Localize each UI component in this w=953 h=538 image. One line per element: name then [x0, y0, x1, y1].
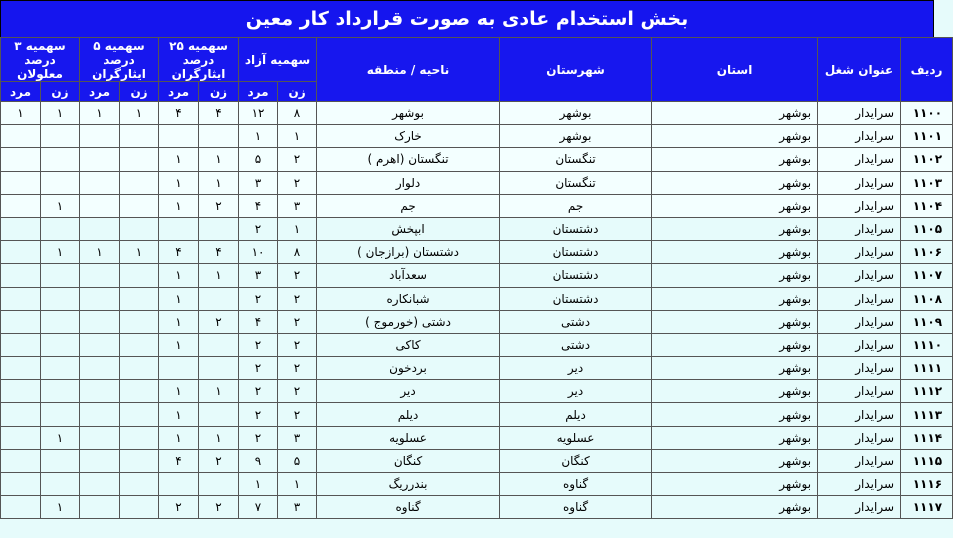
cell-malul3-male — [1, 426, 41, 449]
cell-malul3-male — [1, 171, 41, 194]
cell-isar5-male — [80, 403, 120, 426]
cell-malul3-male — [1, 194, 41, 217]
cell-malul3-male — [1, 380, 41, 403]
cell-malul3-female — [41, 148, 80, 171]
cell-province: بوشهر — [652, 102, 818, 125]
cell-free-male: ۱۲ — [239, 102, 278, 125]
cell-malul3-female — [41, 171, 80, 194]
cell-district: سعدآباد — [317, 264, 500, 287]
cell-radif: ۱۱۰۱ — [901, 125, 953, 148]
cell-county: دشتی — [500, 310, 652, 333]
cell-isar25-female: ۴ — [199, 102, 239, 125]
table-row — [1, 241, 953, 264]
cell-free-female: ۱ — [278, 473, 317, 496]
cell-job-title: سرایدار — [818, 403, 901, 426]
cell-county: عسلویه — [500, 426, 652, 449]
cell-isar25-female — [199, 125, 239, 148]
cell-district: بندرریگ — [317, 473, 500, 496]
cell-isar5-female — [120, 403, 159, 426]
cell-isar5-male — [80, 426, 120, 449]
cell-isar5-female — [120, 217, 159, 240]
cell-isar5-female — [120, 310, 159, 333]
table-row — [1, 287, 953, 310]
cell-isar5-male — [80, 194, 120, 217]
cell-job-title: سرایدار — [818, 148, 901, 171]
cell-county: گناوه — [500, 496, 652, 519]
cell-radif: ۱۱۰۰ — [901, 102, 953, 125]
cell-free-male: ۱۰ — [239, 241, 278, 264]
cell-isar5-female — [120, 380, 159, 403]
cell-free-female: ۲ — [278, 264, 317, 287]
cell-free-male: ۴ — [239, 194, 278, 217]
cell-isar25-female: ۲ — [199, 310, 239, 333]
cell-free-female: ۲ — [278, 403, 317, 426]
cell-malul3-female — [41, 449, 80, 472]
table-row — [1, 357, 953, 380]
cell-province: بوشهر — [652, 217, 818, 240]
header-isar5-quota: سهمیه ۵ درصد ایثارگران — [80, 38, 159, 82]
cell-free-female: ۲ — [278, 310, 317, 333]
cell-radif: ۱۱۱۷ — [901, 496, 953, 519]
cell-isar5-female — [120, 333, 159, 356]
cell-isar5-male — [80, 357, 120, 380]
header-male: مرد — [239, 82, 278, 102]
cell-district: کاکی — [317, 333, 500, 356]
cell-malul3-female — [41, 217, 80, 240]
cell-isar25-female: ۱ — [199, 264, 239, 287]
cell-isar25-male — [159, 217, 199, 240]
cell-radif: ۱۱۰۵ — [901, 217, 953, 240]
cell-job-title: سرایدار — [818, 426, 901, 449]
table-row — [1, 194, 953, 217]
cell-province: بوشهر — [652, 194, 818, 217]
cell-isar25-male: ۱ — [159, 310, 199, 333]
cell-district: تنگستان (اهرم ) — [317, 148, 500, 171]
cell-malul3-male — [1, 264, 41, 287]
cell-district: کنگان — [317, 449, 500, 472]
cell-free-female: ۳ — [278, 426, 317, 449]
cell-radif: ۱۱۰۴ — [901, 194, 953, 217]
cell-district: گناوه — [317, 496, 500, 519]
cell-district: دشتستان (برازجان ) — [317, 241, 500, 264]
cell-isar5-female — [120, 357, 159, 380]
header-province: استان — [652, 38, 818, 102]
cell-job-title: سرایدار — [818, 125, 901, 148]
cell-radif: ۱۱۰۸ — [901, 287, 953, 310]
table-row — [1, 217, 953, 240]
cell-province: بوشهر — [652, 148, 818, 171]
cell-county: بوشهر — [500, 125, 652, 148]
cell-malul3-female: ۱ — [41, 102, 80, 125]
header-female: زن — [278, 82, 317, 102]
cell-isar5-male — [80, 264, 120, 287]
cell-job-title: سرایدار — [818, 194, 901, 217]
cell-free-male: ۵ — [239, 148, 278, 171]
cell-district: دیر — [317, 380, 500, 403]
cell-radif: ۱۱۰۹ — [901, 310, 953, 333]
cell-radif: ۱۱۱۴ — [901, 426, 953, 449]
cell-isar25-male: ۱ — [159, 264, 199, 287]
cell-free-male: ۹ — [239, 449, 278, 472]
header-district: ناحیه / منطقه — [317, 38, 500, 102]
cell-province: بوشهر — [652, 241, 818, 264]
cell-isar5-female — [120, 449, 159, 472]
cell-malul3-male — [1, 473, 41, 496]
cell-province: بوشهر — [652, 287, 818, 310]
cell-isar25-male: ۲ — [159, 496, 199, 519]
cell-free-male: ۲ — [239, 426, 278, 449]
table-row — [1, 426, 953, 449]
cell-job-title: سرایدار — [818, 473, 901, 496]
cell-isar5-male — [80, 148, 120, 171]
cell-county: دشتستان — [500, 241, 652, 264]
cell-isar25-male: ۱ — [159, 171, 199, 194]
header-male: مرد — [159, 82, 199, 102]
cell-job-title: سرایدار — [818, 171, 901, 194]
cell-county: دشتستان — [500, 287, 652, 310]
cell-county: تنگستان — [500, 171, 652, 194]
cell-radif: ۱۱۱۱ — [901, 357, 953, 380]
header-male: مرد — [80, 82, 120, 102]
cell-isar25-male: ۱ — [159, 333, 199, 356]
cell-isar25-female: ۱ — [199, 426, 239, 449]
cell-province: بوشهر — [652, 496, 818, 519]
cell-malul3-male — [1, 241, 41, 264]
header-female: زن — [199, 82, 239, 102]
cell-district: جم — [317, 194, 500, 217]
cell-free-female: ۲ — [278, 380, 317, 403]
cell-job-title: سرایدار — [818, 310, 901, 333]
cell-district: شبانکاره — [317, 287, 500, 310]
cell-province: بوشهر — [652, 380, 818, 403]
cell-county: دشتستان — [500, 217, 652, 240]
cell-isar5-male: ۱ — [80, 241, 120, 264]
cell-district: بردخون — [317, 357, 500, 380]
header-radif: ردیف — [901, 38, 953, 102]
cell-isar25-male: ۱ — [159, 403, 199, 426]
table-row — [1, 333, 953, 356]
cell-free-male: ۲ — [239, 357, 278, 380]
cell-job-title: سرایدار — [818, 217, 901, 240]
cell-malul3-male — [1, 333, 41, 356]
cell-isar5-male — [80, 217, 120, 240]
cell-malul3-male — [1, 287, 41, 310]
cell-free-male: ۲ — [239, 403, 278, 426]
cell-isar5-female — [120, 264, 159, 287]
cell-free-female: ۲ — [278, 171, 317, 194]
cell-isar25-female — [199, 217, 239, 240]
cell-isar5-male — [80, 449, 120, 472]
cell-isar5-male — [80, 171, 120, 194]
cell-malul3-male — [1, 403, 41, 426]
cell-isar25-female: ۱ — [199, 380, 239, 403]
cell-isar5-female — [120, 426, 159, 449]
cell-county: دیلم — [500, 403, 652, 426]
cell-isar25-male: ۴ — [159, 241, 199, 264]
cell-isar25-male — [159, 125, 199, 148]
table-row — [1, 403, 953, 426]
cell-isar5-male — [80, 125, 120, 148]
cell-malul3-female: ۱ — [41, 241, 80, 264]
cell-isar25-male: ۱ — [159, 380, 199, 403]
cell-district: عسلویه — [317, 426, 500, 449]
cell-isar5-male — [80, 287, 120, 310]
cell-malul3-female — [41, 333, 80, 356]
cell-isar25-female — [199, 473, 239, 496]
cell-malul3-male — [1, 449, 41, 472]
cell-isar25-male — [159, 473, 199, 496]
cell-free-male: ۲ — [239, 217, 278, 240]
cell-isar5-female: ۱ — [120, 102, 159, 125]
cell-isar25-female: ۱ — [199, 171, 239, 194]
cell-malul3-female — [41, 380, 80, 403]
cell-free-female: ۱ — [278, 125, 317, 148]
cell-free-male: ۳ — [239, 264, 278, 287]
cell-county: تنگستان — [500, 148, 652, 171]
cell-isar25-male: ۱ — [159, 426, 199, 449]
cell-malul3-female — [41, 357, 80, 380]
cell-free-male: ۲ — [239, 380, 278, 403]
cell-free-female: ۸ — [278, 102, 317, 125]
cell-malul3-female: ۱ — [41, 496, 80, 519]
cell-province: بوشهر — [652, 171, 818, 194]
table-row — [1, 148, 953, 171]
cell-isar5-male — [80, 473, 120, 496]
cell-isar25-male: ۱ — [159, 148, 199, 171]
cell-district: خارک — [317, 125, 500, 148]
cell-free-female: ۳ — [278, 496, 317, 519]
table-body — [1, 102, 953, 519]
cell-radif: ۱۱۰۲ — [901, 148, 953, 171]
header-job-title: عنوان شغل — [818, 38, 901, 102]
cell-isar5-female: ۱ — [120, 241, 159, 264]
cell-province: بوشهر — [652, 473, 818, 496]
table-row — [1, 496, 953, 519]
cell-job-title: سرایدار — [818, 380, 901, 403]
cell-malul3-female: ۱ — [41, 426, 80, 449]
cell-county: بوشهر — [500, 102, 652, 125]
cell-isar25-male: ۱ — [159, 287, 199, 310]
cell-isar25-male: ۱ — [159, 194, 199, 217]
cell-radif: ۱۱۰۶ — [901, 241, 953, 264]
cell-district: دشتی (خورموج ) — [317, 310, 500, 333]
cell-radif: ۱۱۰۷ — [901, 264, 953, 287]
cell-malul3-female — [41, 264, 80, 287]
cell-isar5-female — [120, 496, 159, 519]
cell-malul3-female: ۱ — [41, 194, 80, 217]
cell-isar25-female: ۲ — [199, 194, 239, 217]
cell-county: کنگان — [500, 449, 652, 472]
cell-isar5-male — [80, 310, 120, 333]
cell-district: دیلم — [317, 403, 500, 426]
cell-malul3-male — [1, 310, 41, 333]
cell-free-female: ۵ — [278, 449, 317, 472]
cell-free-male: ۷ — [239, 496, 278, 519]
cell-county: جم — [500, 194, 652, 217]
header-female: زن — [41, 82, 80, 102]
cell-free-female: ۲ — [278, 148, 317, 171]
header-county: شهرستان — [500, 38, 652, 102]
cell-province: بوشهر — [652, 333, 818, 356]
cell-province: بوشهر — [652, 310, 818, 333]
cell-isar25-female — [199, 333, 239, 356]
cell-district: بوشهر — [317, 102, 500, 125]
cell-free-male: ۲ — [239, 287, 278, 310]
cell-isar25-male: ۴ — [159, 449, 199, 472]
cell-isar25-male: ۴ — [159, 102, 199, 125]
cell-province: بوشهر — [652, 264, 818, 287]
cell-free-male: ۳ — [239, 171, 278, 194]
cell-job-title: سرایدار — [818, 287, 901, 310]
cell-isar25-female: ۲ — [199, 496, 239, 519]
cell-malul3-female — [41, 287, 80, 310]
cell-free-male: ۱ — [239, 125, 278, 148]
cell-job-title: سرایدار — [818, 496, 901, 519]
cell-job-title: سرایدار — [818, 333, 901, 356]
cell-radif: ۱۱۰۳ — [901, 171, 953, 194]
header-malul3-quota: سهمیه ۳ درصد معلولان — [1, 38, 80, 82]
cell-province: بوشهر — [652, 426, 818, 449]
cell-free-male: ۱ — [239, 473, 278, 496]
cell-isar25-female: ۴ — [199, 241, 239, 264]
cell-isar5-female — [120, 194, 159, 217]
cell-isar5-male — [80, 380, 120, 403]
cell-free-male: ۲ — [239, 333, 278, 356]
cell-isar25-male — [159, 357, 199, 380]
cell-free-female: ۲ — [278, 287, 317, 310]
page-title: بخش استخدام عادی به صورت قرارداد کار معین — [0, 0, 934, 38]
header-isar25-quota: سهمیه ۲۵ درصد ایثارگران — [159, 38, 239, 82]
cell-job-title: سرایدار — [818, 449, 901, 472]
cell-job-title: سرایدار — [818, 102, 901, 125]
cell-free-male: ۴ — [239, 310, 278, 333]
cell-isar25-female: ۱ — [199, 148, 239, 171]
cell-county: دشتی — [500, 333, 652, 356]
cell-radif: ۱۱۱۰ — [901, 333, 953, 356]
cell-free-female: ۱ — [278, 217, 317, 240]
cell-county: دیر — [500, 380, 652, 403]
header-free-quota: سهمیه آزاد — [239, 38, 317, 82]
cell-county: دشتستان — [500, 264, 652, 287]
cell-isar25-female: ۲ — [199, 449, 239, 472]
cell-isar5-female — [120, 287, 159, 310]
cell-isar5-female — [120, 125, 159, 148]
cell-isar5-female — [120, 148, 159, 171]
cell-job-title: سرایدار — [818, 264, 901, 287]
cell-malul3-male — [1, 496, 41, 519]
cell-radif: ۱۱۱۳ — [901, 403, 953, 426]
cell-job-title: سرایدار — [818, 357, 901, 380]
cell-malul3-female — [41, 403, 80, 426]
cell-county: گناوه — [500, 473, 652, 496]
cell-isar25-female — [199, 403, 239, 426]
cell-county: دیر — [500, 357, 652, 380]
cell-malul3-male — [1, 217, 41, 240]
cell-isar25-female — [199, 287, 239, 310]
cell-job-title: سرایدار — [818, 241, 901, 264]
cell-district: ابپخش — [317, 217, 500, 240]
cell-isar5-female — [120, 171, 159, 194]
cell-free-female: ۲ — [278, 357, 317, 380]
table-row — [1, 380, 953, 403]
cell-malul3-male — [1, 357, 41, 380]
cell-province: بوشهر — [652, 357, 818, 380]
cell-isar5-male — [80, 496, 120, 519]
header-male: مرد — [1, 82, 41, 102]
table-row — [1, 264, 953, 287]
cell-malul3-male: ۱ — [1, 102, 41, 125]
cell-radif: ۱۱۱۶ — [901, 473, 953, 496]
cell-isar5-male: ۱ — [80, 102, 120, 125]
cell-free-female: ۲ — [278, 333, 317, 356]
cell-free-female: ۸ — [278, 241, 317, 264]
cell-radif: ۱۱۱۲ — [901, 380, 953, 403]
table-row — [1, 102, 953, 125]
header-female: زن — [120, 82, 159, 102]
cell-province: بوشهر — [652, 125, 818, 148]
table-row — [1, 310, 953, 333]
cell-malul3-female — [41, 473, 80, 496]
cell-malul3-female — [41, 125, 80, 148]
table-row — [1, 171, 953, 194]
jobs-table — [0, 37, 953, 519]
cell-isar25-female — [199, 357, 239, 380]
cell-malul3-male — [1, 148, 41, 171]
cell-malul3-female — [41, 310, 80, 333]
cell-free-female: ۳ — [278, 194, 317, 217]
cell-district: دلوار — [317, 171, 500, 194]
table-row — [1, 473, 953, 496]
table-row — [1, 449, 953, 472]
table-row — [1, 125, 953, 148]
cell-malul3-male — [1, 125, 41, 148]
cell-province: بوشهر — [652, 449, 818, 472]
cell-isar5-male — [80, 333, 120, 356]
cell-radif: ۱۱۱۵ — [901, 449, 953, 472]
cell-isar5-female — [120, 473, 159, 496]
cell-province: بوشهر — [652, 403, 818, 426]
